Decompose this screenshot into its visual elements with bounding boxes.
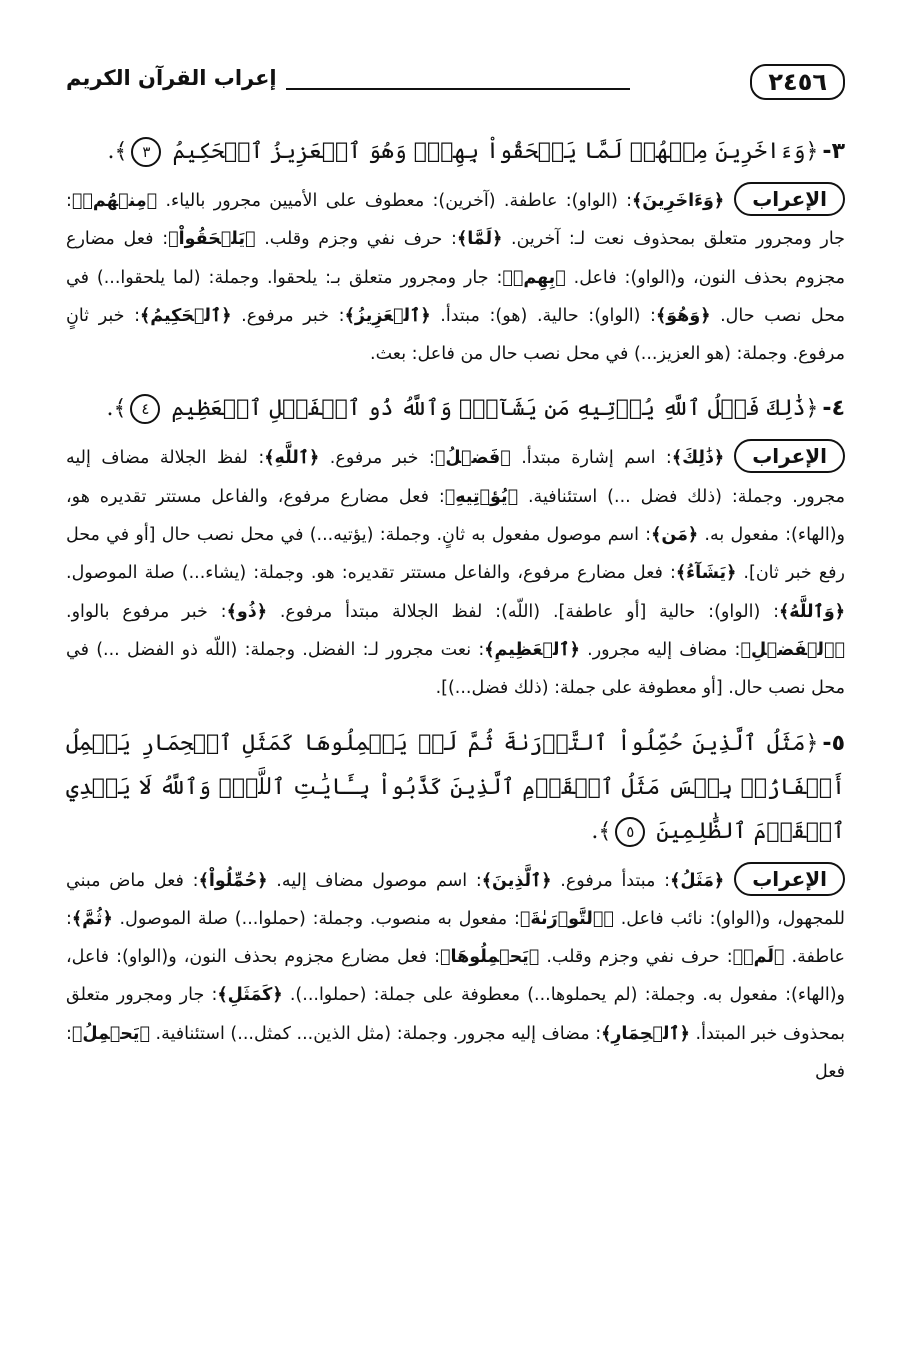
quoted-word: ﴿كَمَثَلِ﴾ (217, 985, 283, 1006)
quoted-word: ﴿يَحۡمِلُوهَا﴾ (440, 947, 540, 968)
quran-verse (66, 130, 845, 174)
verse-text: ﴿وَءَاخَرِينَ مِنۡهُمۡ لَمَّا يَلۡحَقُواْ بِهِمۡۚ وَهُوَ ٱلۡعَزِيزُ ٱلۡحَكِيمُ (172, 139, 819, 164)
quoted-word: ﴿ٱلۡفَضۡلِ﴾ (740, 639, 846, 660)
irab-text: : مضاف إليه مجرور. وجملة: (مثل الذين... كمثل...) استئنافية. (149, 1023, 602, 1044)
irab-label-badge: الإعراب (734, 439, 845, 473)
irab-text: : خبر مرفوع بالواو. (66, 601, 227, 622)
irab-text: : فعل مضارع مرفوع، والفاعل مستتر تقديره: هو. وجملة: (يشاء...) صلة الموصول. (66, 563, 676, 584)
quoted-word: ﴿لَمَّا﴾ (456, 229, 503, 250)
irab-text: : فعل مضارع مرفوع، والفاعل مستتر تقديره هو، و(الهاء): مفعول به. (66, 486, 845, 546)
verse-text: ﴿مَثَلُ ٱلَّذِينَ حُمِّلُواْ ٱلتَّوۡرَىٰةَ ثُمَّ لَمۡ يَحۡمِلُوهَا كَمَثَلِ ٱلۡحِمَارِ يَحۡمِلُ أَسۡفَارَۢاۚ بِئۡسَ مَثَلُ ٱلۡقَوۡمِ ٱلَّذِينَ كَذَّبُواْ بِـَٔايَٰتِ ٱللَّهِۚ وَٱللَّهُ لَا يَهۡدِي ٱلۡقَوۡمَ ٱلظَّٰلِمِينَ (66, 730, 845, 844)
irab-label-badge: الإعراب (734, 182, 845, 216)
quran-verse (66, 722, 845, 854)
verse-text: ﴿ذَٰلِكَ فَضۡلُ ٱللَّهِ يُؤۡتِيهِ مَن يَشَآءُۚ وَٱللَّهُ ذُو ٱلۡفَضۡلِ ٱلۡعَظِيمِ (171, 396, 819, 422)
irab-paragraph (66, 862, 845, 1092)
irab-text: : فعل ماض مبني للمجهول، و(الواو): نائب فاعل. (66, 870, 846, 929)
irab-text: : عاطفة. (66, 908, 846, 968)
quoted-word: ﴿مَثَلُ﴾ (670, 870, 725, 891)
verse-section (66, 130, 845, 373)
irab-body (66, 191, 845, 364)
irab-text: : مضاف إليه مجرور. (579, 639, 741, 660)
irab-text: : اسم إشارة مبتدأ. (510, 448, 672, 469)
irab-text: : نعت مجرور لـ: الفضل. وجملة: (اللّه ذو الفضل ...) في محل نصب حال. [أو معطوفة على جملة: (ذلك فضل...)]. (66, 639, 845, 699)
page-header (66, 60, 845, 104)
header-rule (286, 88, 630, 90)
quoted-word: ﴿وَٱللَّهُ﴾ (779, 601, 845, 622)
quoted-word: ﴿يُؤۡتِيهِ﴾ (444, 486, 519, 507)
verse-number: ٣- (822, 139, 845, 164)
irab-text: : فعل مضارع مجزوم بحذف النون، و(الواو): فاعل، و(الهاء): مفعول به. وجملة: (لم يحملوها...) معطوفة على جملة: (حملوا...). (66, 947, 845, 1006)
quoted-word: ﴿ثُمَّ﴾ (71, 908, 113, 929)
quoted-word: ﴿ٱلۡعَظِيمِ﴾ (484, 639, 580, 660)
quoted-word: ﴿ٱللَّهِ﴾ (264, 448, 320, 469)
quoted-word: ﴿مِنۡهُمۡ﴾ (71, 191, 158, 211)
verse-section (66, 387, 845, 707)
verse-end-bracket: ﴾. (106, 396, 127, 422)
quoted-word: ﴿ٱلۡعَزِيزُ﴾ (344, 305, 431, 326)
quoted-word: ﴿ذَٰلِكَ﴾ (671, 448, 725, 469)
quoted-word: ﴿بِهِمۡ﴾ (502, 267, 566, 288)
ayah-number-marker: ٤ (130, 394, 160, 424)
quoted-word: ﴿وَهُوَ﴾ (655, 305, 711, 326)
quoted-word: ﴿وَءَاخَرِينَ﴾ (632, 191, 725, 211)
irab-text: : مبتدأ مرفوع. (551, 870, 671, 891)
irab-paragraph (66, 439, 845, 707)
irab-paragraph (66, 182, 845, 373)
irab-text: : حرف نفي وجزم وقلب. (539, 947, 733, 968)
irab-text: : حرف نفي وجزم وقلب. (255, 229, 457, 250)
quoted-word: ﴿حُمِّلُواْ﴾ (198, 870, 268, 891)
quoted-word: ﴿ذُو﴾ (226, 601, 267, 622)
irab-text: : جار ومجرور متعلق بمحذوف خبر المبتدأ. (66, 985, 845, 1044)
irab-text: : لفظ الجلالة مضاف إليه مجرور. وجملة: (ذلك فضل ...) استئنافية. (66, 448, 845, 507)
verse-end-bracket: ﴾. (591, 818, 612, 844)
quran-verse (66, 387, 845, 431)
irab-text: : اسم موصول مضاف إليه. (267, 870, 482, 891)
irab-text: : اسم موصول مفعول به ثانٍ. وجملة: (يؤتيه...) في محل نصب حال [أو في محل رفع خبر ثان]. (66, 525, 845, 584)
verse-number: ٤- (822, 396, 845, 422)
quoted-word: ﴿فَضۡلُ﴾ (434, 448, 511, 469)
quoted-word: ﴿ٱلۡحِمَارِ﴾ (601, 1023, 690, 1044)
quoted-word: ﴿مَن﴾ (651, 525, 699, 546)
ayah-number-marker: ٣ (131, 137, 161, 167)
irab-text: : (الواو): حالية [أو عاطفة]. (اللّه): لفظ الجلالة مبتدأ مرفوع. (266, 601, 780, 622)
book-title: إعراب القرآن الكريم (66, 66, 277, 90)
irab-text: : (الواو): عاطفة. (آخرين): معطوف على الأميين مجرور بالياء. (157, 191, 633, 211)
verse-number: ٥- (822, 730, 845, 756)
irab-body (66, 871, 845, 1082)
quoted-word: ﴿ٱلتَّوۡرَىٰةَ﴾ (519, 908, 614, 929)
quoted-word: ﴿لَمۡ﴾ (732, 947, 785, 968)
ayah-number-marker: ٥ (615, 817, 645, 847)
irab-text: : (الواو): حالية. (هو): مبتدأ. (430, 305, 656, 326)
verse-end-bracket: ﴾. (107, 139, 128, 164)
irab-text: : فعل (66, 1023, 845, 1083)
verse-section (66, 722, 845, 1092)
quoted-word: ﴿يَحۡمِلُ﴾ (71, 1023, 150, 1044)
quoted-word: ﴿ٱلۡحَكِيمُ﴾ (140, 305, 232, 326)
irab-text: : خبر مرفوع. (319, 448, 435, 469)
page-content (66, 130, 845, 1105)
quoted-word: ﴿ٱلَّذِينَ﴾ (481, 870, 552, 891)
page-number: ٢٤٥٦ (750, 64, 845, 100)
irab-body (66, 448, 845, 698)
irab-text: : خبر مرفوع. (231, 305, 345, 326)
irab-text: : مفعول به منصوب. وجملة: (حملوا...) صلة الموصول. (112, 908, 520, 929)
irab-label-badge: الإعراب (734, 862, 845, 896)
quoted-word: ﴿يَلۡحَقُواْ﴾ (168, 229, 256, 250)
irab-text: : فعل مضارع مجزوم بحذف النون، و(الواو): فاعل. (66, 229, 845, 288)
quoted-word: ﴿يَشَآءُ﴾ (675, 563, 737, 584)
irab-text: : جار ومجرور متعلق بـ: يلحقوا. وجملة: (لما يلحقوا...) في محل نصب حال. (66, 267, 845, 326)
irab-text: : خبر ثانٍ مرفوع. وجملة: (هو العزيز...) في محل نصب حال من فاعل: بعث. (66, 305, 845, 365)
irab-text: : جار ومجرور متعلق بمحذوف نعت لـ: آخرين. (66, 191, 845, 250)
